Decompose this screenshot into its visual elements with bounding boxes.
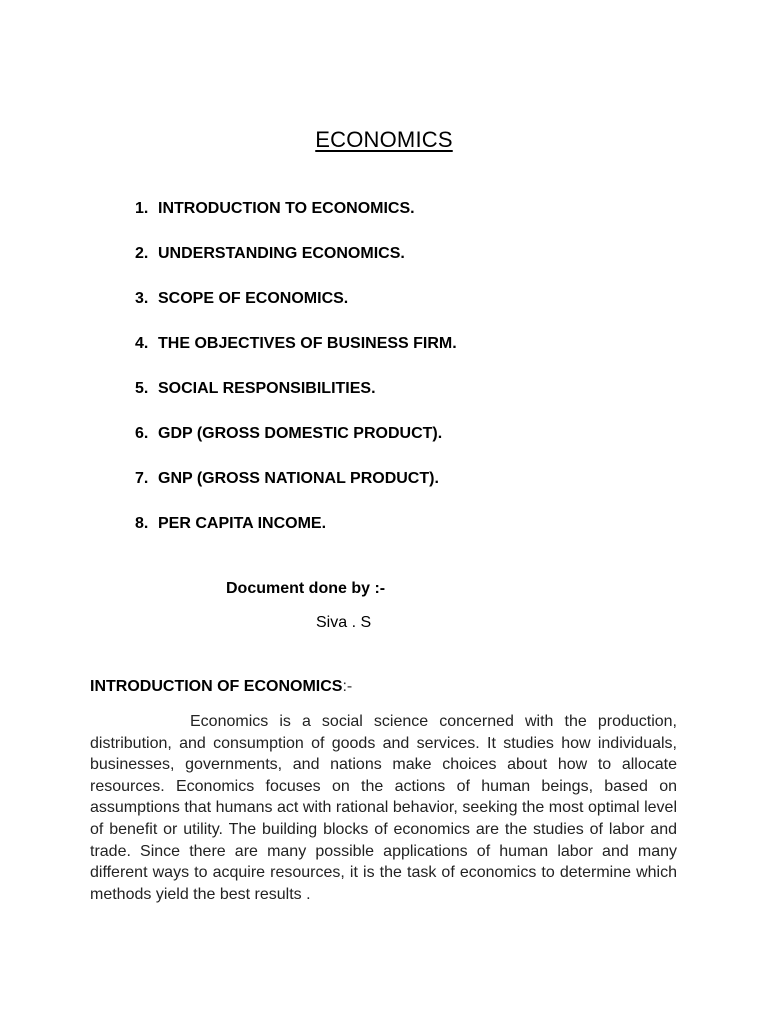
toc-item-text: THE OBJECTIVES OF BUSINESS FIRM.: [158, 335, 457, 352]
document-title: ECONOMICS: [315, 127, 453, 152]
toc-item: [135, 425, 457, 470]
section-heading-suffix: :-: [342, 678, 353, 695]
toc-item: [135, 245, 457, 290]
toc-item-text: PER CAPITA INCOME.: [158, 515, 327, 532]
toc-item: [135, 515, 457, 560]
toc-item: [135, 380, 457, 425]
toc-item-number: 6.: [135, 425, 149, 442]
toc-item-number: 8.: [135, 515, 149, 532]
toc-item-number: 7.: [135, 470, 149, 487]
toc-item-number: 4.: [135, 335, 149, 352]
toc-item-text: UNDERSTANDING ECONOMICS.: [158, 245, 405, 262]
toc-item-text: GDP (GROSS DOMESTIC PRODUCT).: [158, 425, 443, 442]
toc-item-number: 2.: [135, 245, 149, 262]
credit-label: Document done by :-: [226, 580, 386, 597]
toc-item: [135, 290, 457, 335]
toc-item-text: SCOPE OF ECONOMICS.: [158, 290, 349, 307]
section-heading-text: INTRODUCTION OF ECONOMICS: [90, 678, 343, 695]
toc-item-number: 1.: [135, 200, 149, 217]
toc-item: [135, 335, 457, 380]
section-heading: [90, 678, 352, 696]
toc-item-number: 5.: [135, 380, 149, 397]
toc-item: [135, 470, 457, 515]
section-body-paragraph: Economics is a social science concerned with the production, distribution, and consumption of goods and services. It studies how individuals, businesses, governments, and nations make choices about how to allocate resources. Economics focuses on the actions of human beings, based on assumptions that humans act with rational behavior, seeking the most optimal level of benefit or utility. The building blocks of economics are the studies of labor and trade. Since there are many possible applications of human labor and many different ways to acquire resources, it is the task of economics to determine which methods yield the best results .: [90, 713, 677, 903]
toc-item: [135, 200, 457, 245]
toc-item-text: SOCIAL RESPONSIBILITIES.: [158, 380, 376, 397]
toc-item-text: GNP (GROSS NATIONAL PRODUCT).: [158, 470, 439, 487]
toc-item-text: INTRODUCTION TO ECONOMICS.: [158, 200, 415, 217]
table-of-contents: [135, 200, 457, 560]
author-name: Siva . S: [316, 614, 372, 631]
toc-item-number: 3.: [135, 290, 149, 307]
